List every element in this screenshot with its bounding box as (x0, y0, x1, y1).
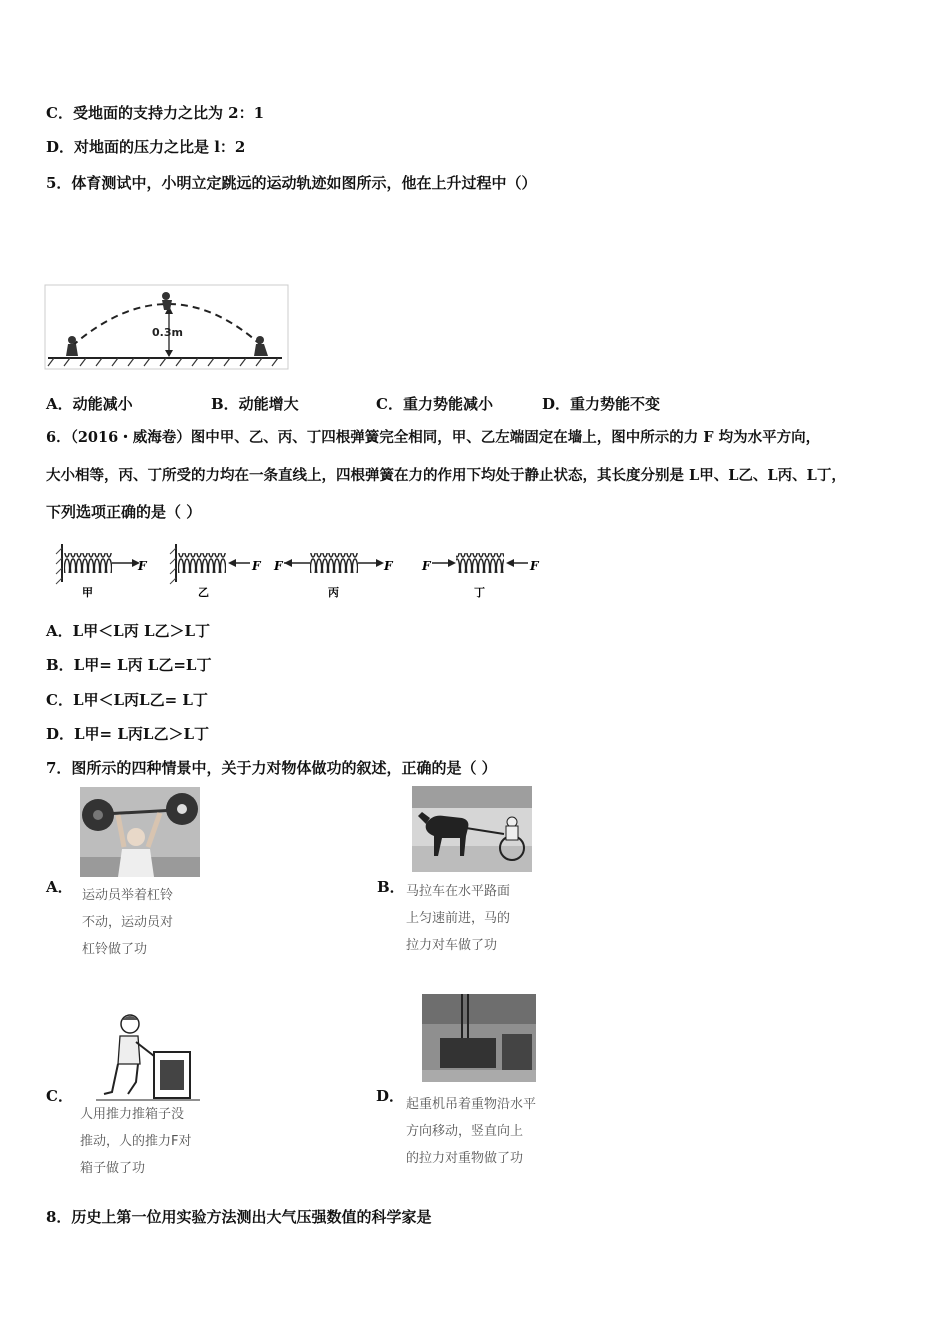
spring-jia (56, 544, 140, 584)
q5-option-a: A．动能减小 (46, 395, 133, 413)
horse-cart-photo (412, 786, 532, 872)
q4-option-d: D．对地面的压力之比是 l：2 (46, 138, 246, 156)
force-label-yi: F (252, 559, 261, 573)
q5-option-b: B．动能增大 (211, 395, 299, 413)
q6-option-b: B．L甲= L丙 L乙=L丁 (46, 656, 212, 674)
height-label: 0.3m (152, 326, 183, 339)
q6-stem-line3: 下列选项正确的是（ ） (46, 503, 202, 521)
q7-label-c: C． (46, 1087, 73, 1105)
springs-figure (52, 538, 548, 602)
q4-option-c: C．受地面的支持力之比为 2：1 (46, 104, 265, 122)
q7-caption-b: 马拉车在水平路面 上匀速前进，马的 拉力对车做了功 (406, 884, 511, 953)
q6-stem-line2: 大小相等，丙、丁所受的力均在一条直线上，四根弹簧在力的作用下均处于静止状态，其长度分别是 L甲、L乙、L丙、L丁， (46, 467, 846, 484)
q5-option-c: C．重力势能减小 (376, 395, 493, 413)
crane-photo (422, 994, 536, 1082)
force-label-jia: F (138, 559, 147, 573)
q5-option-d: D．重力势能不变 (542, 395, 661, 413)
jumper-end-icon (254, 336, 268, 356)
q6-option-a: A．L甲＜L丙 L乙＞L丁 (46, 622, 211, 640)
q8-stem: 8．历史上第一位用实验方法测出大气压强数值的科学家是 (46, 1208, 432, 1226)
spring-label-bing: 丙 (328, 586, 339, 599)
force-label-bing-left: F (274, 559, 283, 573)
force-label-ding-right: F (530, 559, 539, 573)
push-box-illustration (96, 1012, 200, 1104)
q6-option-c: C．L甲＜L丙L乙= L丁 (46, 691, 208, 709)
q7-stem: 7．图所示的四种情景中，关于力对物体做功的叙述，正确的是（ ） (46, 759, 497, 777)
spring-label-jia: 甲 (82, 586, 93, 599)
jumper-start-icon (66, 336, 78, 356)
q7-caption-d: 起重机吊着重物沿水平 方向移动，竖直向上 的拉力对重物做了功 (406, 1097, 537, 1166)
spring-ding (432, 553, 528, 573)
q5-stem: 5．体育测试中，小明立定跳远的运动轨迹如图所示，他在上升过程中（） (46, 174, 537, 192)
spring-label-ding: 丁 (474, 586, 485, 599)
q7-caption-a: 运动员举着杠铃 不动，运动员对 杠铃做了功 (82, 888, 174, 957)
force-label-bing-right: F (384, 559, 393, 573)
q7-label-b: B． (377, 878, 405, 896)
q7-label-a: A． (46, 878, 73, 896)
q7-label-d: D． (376, 1087, 405, 1105)
jumper-top-icon (162, 292, 172, 310)
q6-option-d: D．L甲= L丙L乙＞L丁 (46, 725, 209, 743)
q6-stem-line1: 6．（2016・威海卷）图中甲、乙、丙、丁四根弹簧完全相同，甲、乙左端固定在墙上，图中所示的力 F 均为水平方向， (46, 429, 821, 446)
spring-yi (170, 544, 250, 584)
force-label-ding-left: F (422, 559, 431, 573)
q7-caption-c: 人用推力推箱子没 推动，人的推力F对 箱子做了功 (80, 1107, 192, 1176)
spring-bing (284, 553, 384, 573)
spring-label-yi: 乙 (198, 586, 209, 599)
weightlifter-photo (80, 787, 200, 877)
long-jump-trajectory-figure (44, 284, 290, 370)
